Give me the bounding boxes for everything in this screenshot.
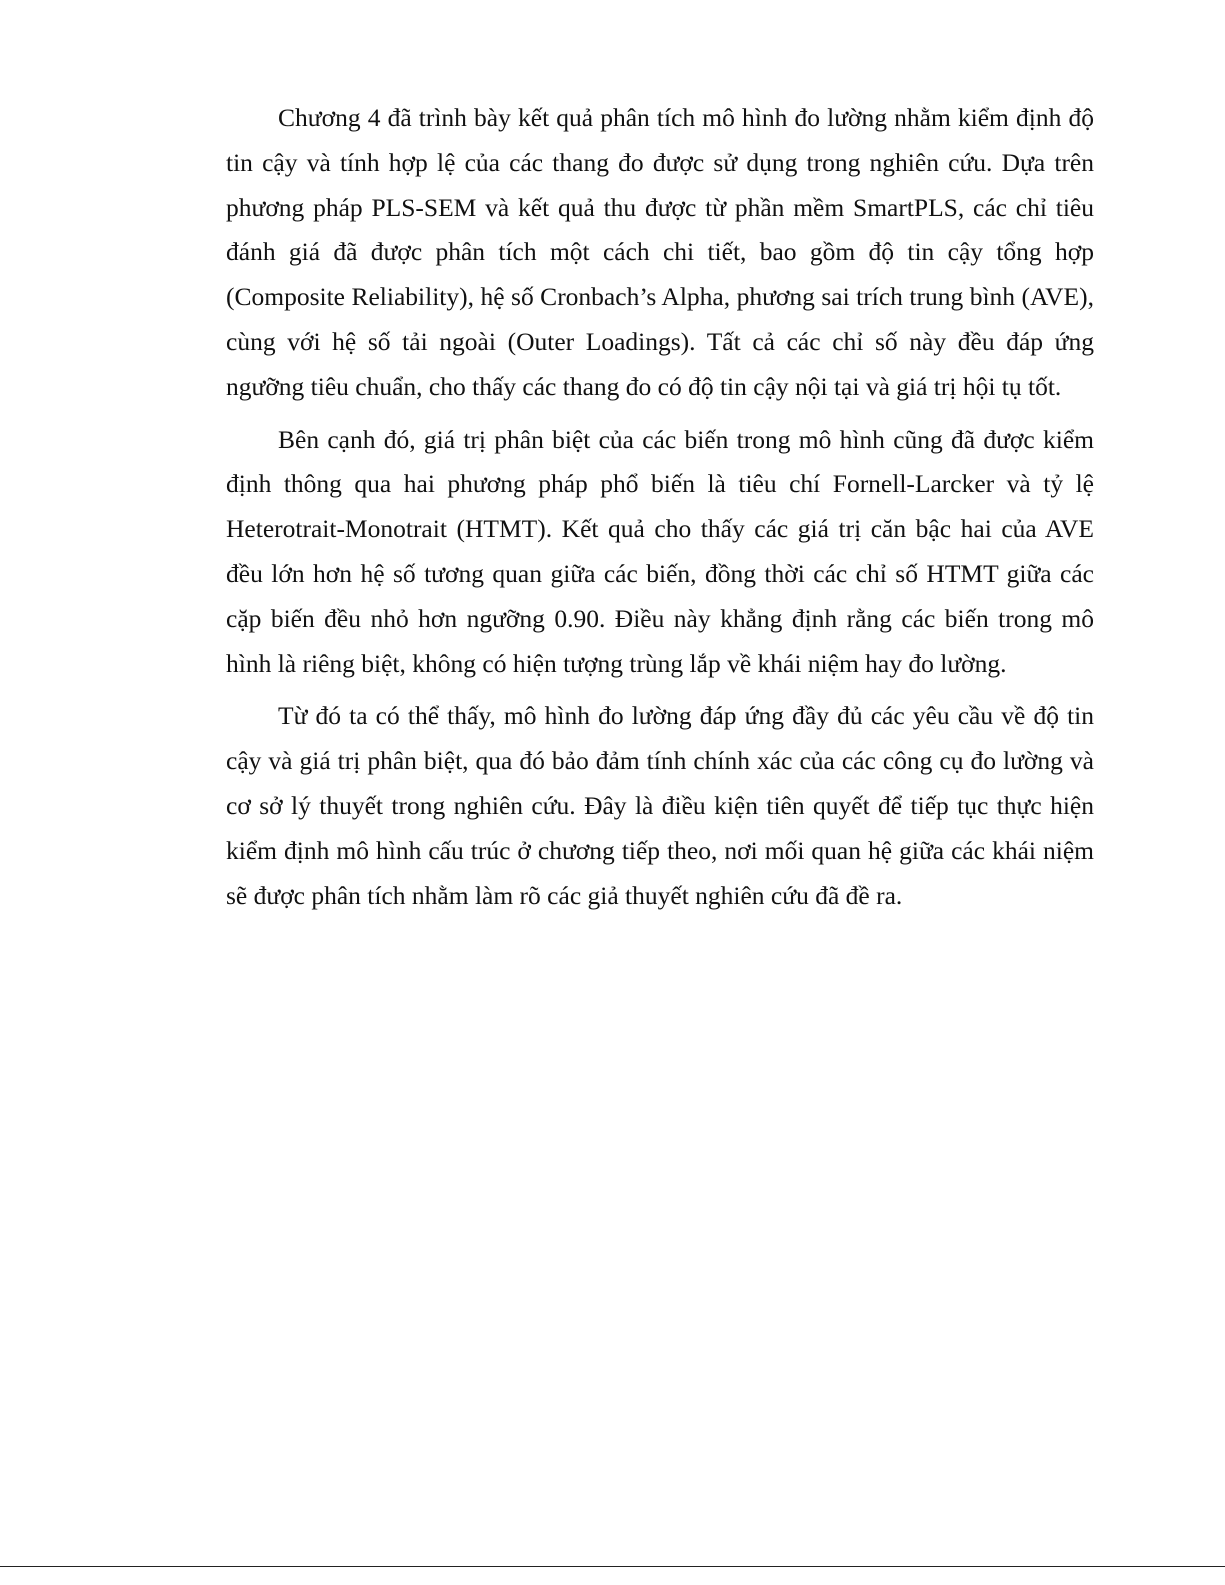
paragraph-3: Từ đó ta có thể thấy, mô hình đo lường đáp ứng đầy đủ các yêu cầu về độ tin cậy và giá trị phân biệt, qua đó bảo đảm tính chính xác của các công cụ đo lường và cơ sở lý thuyết trong nghiên cứu. Đây là điều kiện tiên quyết để tiếp tục thực hiện kiểm định mô hình cấu trúc ở chương tiếp theo, nơi mối quan hệ giữa các khái niệm sẽ được phân tích nhằm làm rõ các giả thuyết nghiên cứu đã đề ra. — [226, 701, 1094, 910]
paragraph-2: Bên cạnh đó, giá trị phân biệt của các biến trong mô hình cũng đã được kiểm định thông qua hai phương pháp phổ biến là tiêu chí Fornell-Larcker và tỷ lệ Heterotrait-Monotrait (HTMT). Kết quả cho thấy các giá trị căn bậc hai của AVE đều lớn hơn hệ số tương quan giữa các biến, đồng thời các chỉ số HTMT giữa các cặp biến đều nhỏ hơn ngưỡng 0.90. Điều này khẳng định rằng các biến trong mô hình là riêng biệt, không có hiện tượng trùng lắp về khái niệm hay đo lường. — [226, 424, 1094, 678]
document-body — [226, 96, 1094, 918]
paragraph-1: Chương 4 đã trình bày kết quả phân tích mô hình đo lường nhằm kiểm định độ tin cậy và tính hợp lệ của các thang đo được sử dụng trong nghiên cứu. Dựa trên phương pháp PLS-SEM và kết quả thu được từ phần mềm SmartPLS, các chỉ tiêu đánh giá đã được phân tích một cách chi tiết, bao gồm độ tin cậy tổng hợp (Composite Reliability), hệ số Cronbach’s Alpha, phương sai trích trung bình (AVE), cùng với hệ số tải ngoài (Outer Loadings). Tất cả các chỉ số này đều đáp ứng ngưỡng tiêu chuẩn, cho thấy các thang đo có độ tin cậy nội tại và giá trị hội tụ tốt. — [226, 103, 1094, 401]
page-bottom-rule — [0, 1566, 1225, 1567]
